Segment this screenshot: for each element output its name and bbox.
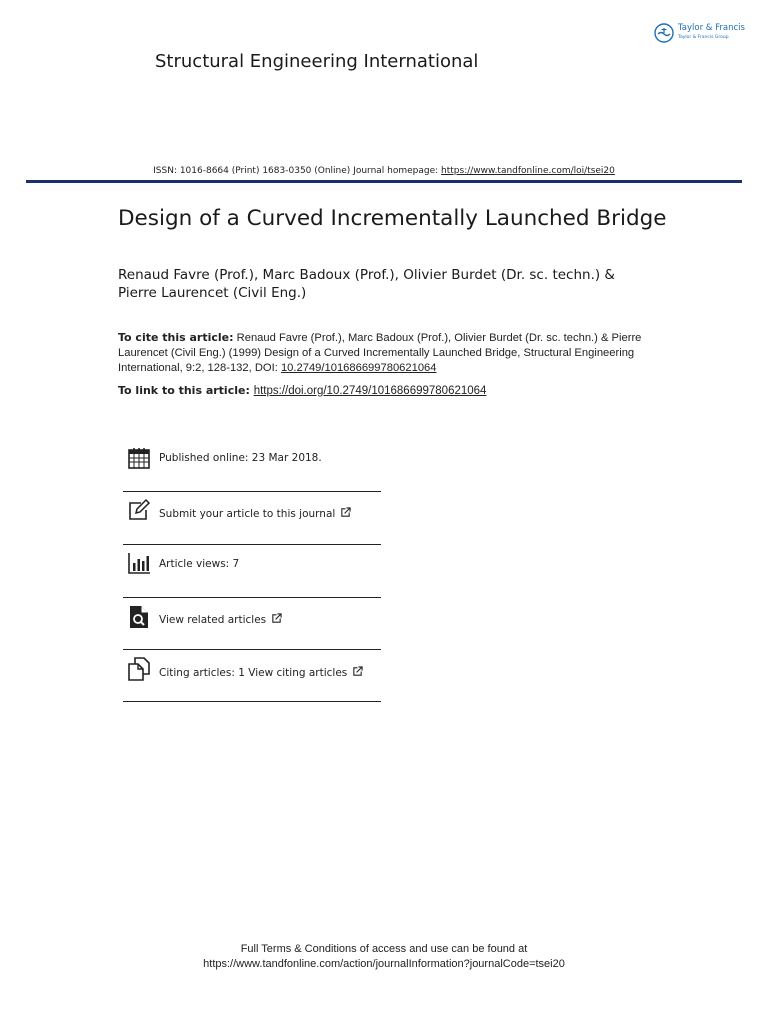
divider bbox=[123, 491, 381, 492]
article-doi-link[interactable]: https://doi.org/10.2749/101686699780621064 bbox=[253, 385, 487, 397]
journal-title: Structural Engineering International bbox=[155, 51, 479, 72]
footer-terms-link[interactable]: https://www.tandfonline.com/action/journalInformation?journalCode=tsei20 bbox=[203, 958, 565, 970]
submit-article-link[interactable] bbox=[159, 507, 351, 520]
issn-text: ISSN: 1016-8664 (Print) 1683-0350 (Online) Journal homepage: bbox=[153, 166, 442, 176]
authors bbox=[118, 266, 678, 302]
authors-line: Pierre Laurencet (Civil Eng.) bbox=[118, 285, 307, 301]
external-link-icon bbox=[271, 613, 282, 624]
citing-articles-icon bbox=[127, 657, 151, 681]
citing-articles-label: Citing articles: 1 View citing articles bbox=[159, 667, 348, 679]
edit-icon bbox=[127, 498, 151, 522]
link-label: To link to this article: bbox=[118, 384, 254, 397]
submit-article-item[interactable] bbox=[123, 494, 381, 546]
taylor-francis-logo-icon bbox=[654, 23, 674, 43]
bar-chart-icon bbox=[127, 551, 151, 575]
external-link-icon bbox=[352, 666, 363, 677]
divider bbox=[123, 701, 381, 702]
article-views-text: Article views: 7 bbox=[159, 558, 240, 570]
published-online-text: Published online: 23 Mar 2018. bbox=[159, 452, 322, 464]
article-link-row bbox=[118, 384, 486, 397]
divider bbox=[123, 597, 381, 598]
footer bbox=[0, 942, 768, 972]
logo-subtitle: Taylor & Francis Group bbox=[678, 35, 729, 40]
publisher-logo[interactable] bbox=[654, 22, 746, 48]
published-online-item bbox=[123, 440, 381, 492]
related-articles-item[interactable] bbox=[123, 600, 381, 652]
cite-doi-link[interactable]: 10.2749/101686699780621064 bbox=[280, 362, 437, 374]
related-articles-label: View related articles bbox=[159, 614, 267, 626]
logo-name: Taylor & Francis bbox=[678, 23, 745, 33]
journal-homepage-link[interactable]: https://www.tandfonline.com/loi/tsei20 bbox=[441, 166, 615, 176]
cite-text: Renaud Favre (Prof.), Marc Badoux (Prof.), Olivier Burdet (Dr. sc. techn.) & Pierre Laurencet (Civil Eng.) (1999) Design of a Curved Incrementally Launched Bridge, Structural Engineering International, 9:2, 128-132, DOI: bbox=[118, 332, 642, 374]
article-views-item bbox=[123, 547, 381, 599]
related-articles-link[interactable] bbox=[159, 613, 282, 626]
calendar-icon bbox=[127, 446, 151, 470]
submit-article-label: Submit your article to this journal bbox=[159, 508, 336, 520]
footer-line: Full Terms & Conditions of access and use can be found at bbox=[240, 943, 528, 955]
citation bbox=[118, 330, 658, 376]
article-title: Design of a Curved Incrementally Launched Bridge bbox=[118, 206, 667, 231]
cite-label: To cite this article: bbox=[118, 331, 234, 344]
search-document-icon bbox=[127, 605, 151, 629]
authors-line: Renaud Favre (Prof.), Marc Badoux (Prof.), Olivier Burdet (Dr. sc. techn.) & bbox=[118, 267, 615, 283]
header-rule bbox=[26, 180, 742, 183]
divider bbox=[123, 649, 381, 650]
issn-line bbox=[0, 166, 768, 176]
external-link-icon bbox=[340, 507, 351, 518]
divider bbox=[123, 544, 381, 545]
citing-articles-link[interactable] bbox=[159, 666, 363, 679]
citing-articles-item[interactable] bbox=[123, 652, 381, 704]
